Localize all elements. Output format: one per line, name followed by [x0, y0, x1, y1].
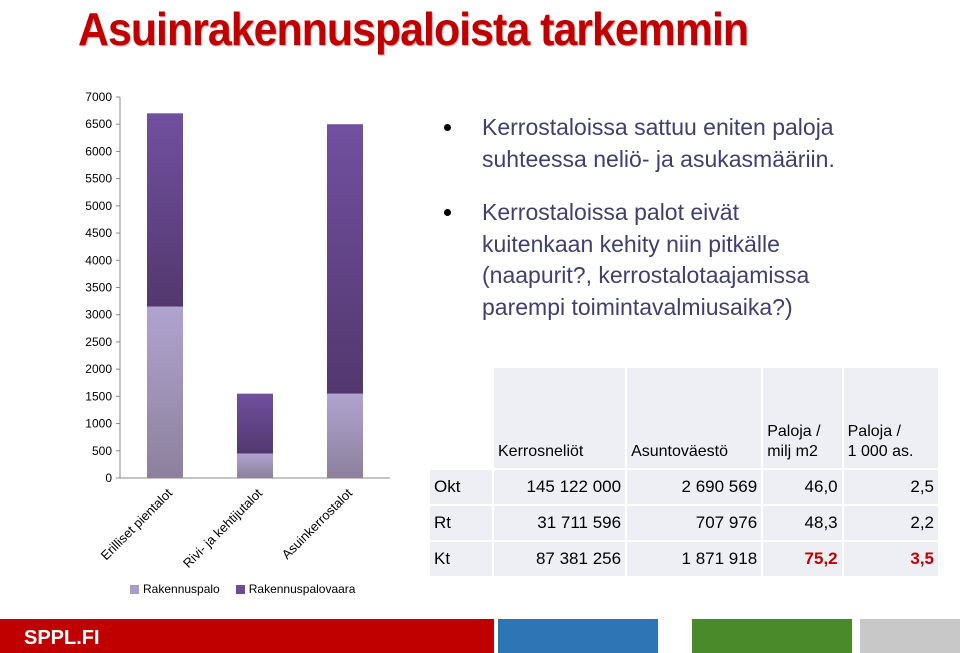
bullet-text: Kerrostaloissa palot eivät kuitenkaan kehity niin pitkälle (naapurit?, kerrostalotaajamissa parempi toimintavalmiusaika?): [482, 199, 810, 320]
y-tick-label: 500: [91, 443, 112, 458]
bullet-item: [440, 197, 940, 323]
table-cell: 46,0: [763, 470, 841, 504]
bar-rakennuspalo: [327, 394, 363, 478]
footer-segment-green: [692, 619, 852, 653]
y-tick-label: 2500: [85, 334, 112, 349]
bar-rakennuspalovaara: [327, 124, 363, 393]
bar-rakennuspalovaara: [147, 113, 183, 306]
statistics-table: [428, 366, 940, 578]
bullet-item: [440, 112, 940, 175]
y-tick-label: 5500: [85, 171, 112, 186]
legend-swatch-rakennuspalo: [130, 585, 139, 594]
table-cell: 145 122 000: [494, 470, 625, 504]
table-row-label: Rt: [430, 506, 492, 540]
table-row: [430, 506, 938, 540]
table-cell-highlight: 75,2: [763, 542, 841, 576]
x-category-label: Rivi- ja kehtijutalot: [179, 485, 266, 571]
x-category-label: Asuinkerrostalot: [278, 485, 356, 563]
y-tick-label: 3000: [85, 307, 112, 322]
bar-rakennuspalo: [237, 454, 273, 478]
stacked-bar-chart: [0, 80, 420, 580]
legend-label-rakennuspalo: Rakennuspalo: [143, 582, 220, 596]
bar-rakennuspalovaara: [237, 394, 273, 454]
table-header-cell: Paloja / 1 000 as.: [844, 368, 938, 468]
bullet-text: Kerrostaloissa sattuu eniten paloja suhteessa neliö- ja asukasmääriin.: [482, 114, 835, 172]
y-tick-label: 4500: [85, 226, 112, 241]
table-cell-highlight: 3,5: [844, 542, 938, 576]
y-tick-label: 5000: [85, 198, 112, 213]
y-tick-label: 1500: [85, 389, 112, 404]
table-row-label: Kt: [430, 542, 492, 576]
y-tick-label: 6000: [85, 144, 112, 159]
bullet-dot-icon: [444, 124, 451, 131]
y-tick-label: 4000: [85, 253, 112, 268]
table-row-label: Okt: [430, 470, 492, 504]
page-title: Asuinrakennuspaloista tarkemmin: [78, 3, 749, 55]
table-cell: 31 711 596: [494, 506, 625, 540]
y-tick-label: 2000: [85, 362, 112, 377]
y-tick-label: 6500: [85, 117, 112, 132]
table-cell: 2 690 569: [627, 470, 761, 504]
sppl-logo: SPPL.FI: [24, 627, 100, 649]
table-row: [430, 470, 938, 504]
y-tick-label: 1000: [85, 416, 112, 431]
legend-item-rakennuspalovaara: [236, 582, 356, 596]
footer-bar: [0, 619, 960, 653]
table-cell: 1 871 918: [627, 542, 761, 576]
table-header-cell: Asuntoväestö: [627, 368, 761, 468]
table-row: [430, 542, 938, 576]
table-header-row: [430, 368, 938, 468]
legend-item-rakennuspalo: [130, 582, 220, 596]
bullet-list: [440, 112, 940, 345]
table-cell: 48,3: [763, 506, 841, 540]
table-header-cell: Paloja / milj m2: [763, 368, 841, 468]
footer-segment-blue: [498, 619, 658, 653]
y-tick-label: 7000: [85, 90, 112, 104]
table-cell: 2,5: [844, 470, 938, 504]
table-header-cell: Kerrosneliöt: [494, 368, 625, 468]
x-category-label: Erilliset pientalot: [97, 485, 176, 564]
table-header-cell: [430, 368, 492, 468]
chart-legend: [130, 582, 371, 596]
table-cell: 2,2: [844, 506, 938, 540]
table-cell: 707 976: [627, 506, 761, 540]
bar-rakennuspalo: [147, 307, 183, 478]
y-tick-label: 3500: [85, 280, 112, 295]
table-cell: 87 381 256: [494, 542, 625, 576]
bullet-dot-icon: [444, 209, 451, 216]
legend-swatch-rakennuspalovaara: [236, 585, 245, 594]
legend-label-rakennuspalovaara: Rakennuspalovaara: [248, 582, 356, 596]
footer-segment-gray: [860, 619, 960, 653]
y-tick-label: 0: [105, 471, 112, 485]
